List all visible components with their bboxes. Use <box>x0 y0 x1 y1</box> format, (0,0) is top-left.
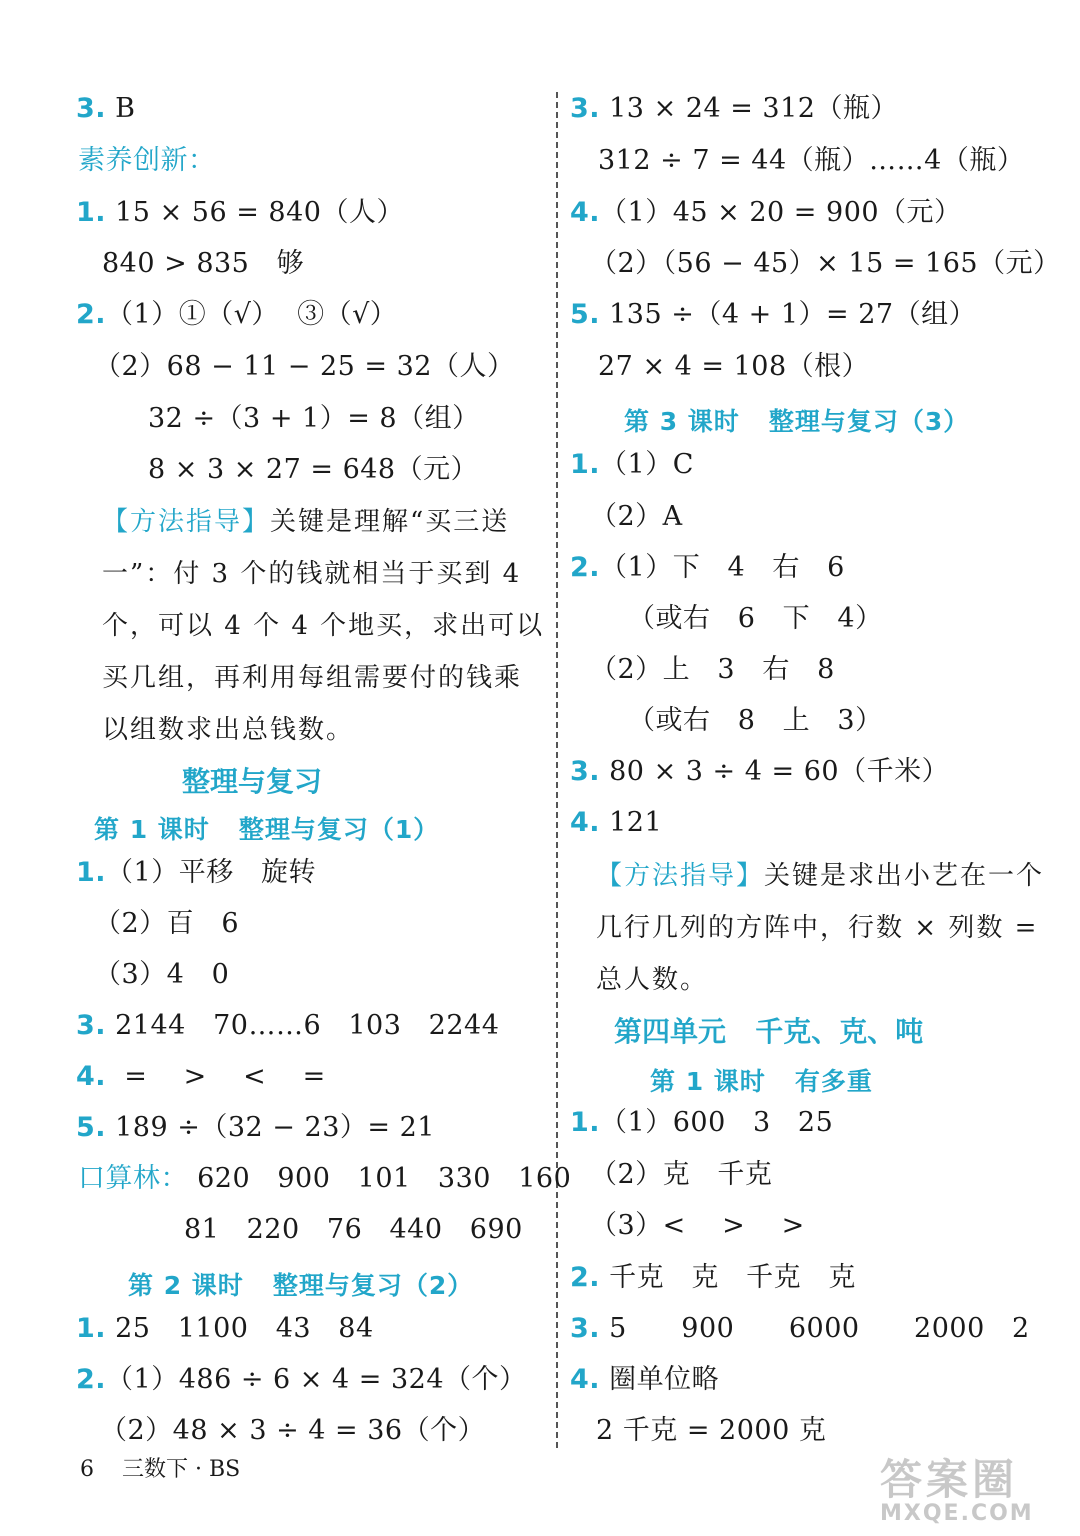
answer-line: 2.（1）下 4 右 6 <box>570 552 845 583</box>
answer-line: 1. 15 × 56 = 840（人） <box>76 197 404 228</box>
answer-line: （2）48 × 3 ÷ 4 = 36（个） <box>100 1415 486 1446</box>
answer-line: 1.（1）平移 旋转 <box>76 857 316 888</box>
watermark-logo: 答案圈 MXQE.COM <box>880 1455 1034 1526</box>
answer-line: 2.（1）①（√） ③（√） <box>76 299 398 330</box>
answer-line: （2）A <box>590 501 683 532</box>
answer-line: （2）百 6 <box>94 908 240 939</box>
answer-line: 4. 121 <box>570 807 663 838</box>
answer-line: （2）克 千克 <box>590 1159 773 1190</box>
answer-line: 2 千克 = 2000 克 <box>596 1415 827 1446</box>
answer-line: 3. 5 900 6000 2000 2 <box>570 1313 1030 1344</box>
answer-line: （或右 6 下 4） <box>628 603 883 634</box>
section-label-literacy: 素养创新： <box>78 145 216 176</box>
answer-line: 4. 圈单位略 <box>570 1364 720 1395</box>
mental-math-label: 口算林： <box>78 1163 188 1194</box>
lesson-title: 第 3 课时 整理与复习（3） <box>624 407 970 436</box>
answer-line: 1.（1）C <box>570 449 694 480</box>
method-guide-text: 关键是求出小艺在一个几行几列的方阵中，行数 × 列数 = 总人数。 <box>596 861 1045 995</box>
answer-line: （2）68 − 11 − 25 = 32（人） <box>94 351 515 382</box>
section-title: 整理与复习 <box>182 765 323 798</box>
answer-line: （3）< > > <box>590 1210 805 1241</box>
answer-line: 27 × 4 = 108（根） <box>598 351 870 382</box>
page-number: 6 <box>80 1457 94 1482</box>
answer-line: 2. 千克 克 千克 克 <box>570 1262 856 1293</box>
answer-line: 5. 189 ÷（32 − 23）= 21 <box>76 1112 435 1143</box>
answer-line: 2.（1）486 ÷ 6 × 4 = 324（个） <box>76 1364 527 1395</box>
answer-line: 840 > 835 够 <box>102 248 305 279</box>
answer-line: （或右 8 上 3） <box>628 705 883 736</box>
book-label: 三数下 · BS <box>121 1457 241 1482</box>
mental-math-line: 81 220 76 440 690 <box>184 1214 523 1245</box>
answer-line: 8 × 3 × 27 = 648（元） <box>148 454 479 485</box>
lesson-title: 第 1 课时 整理与复习（1） <box>94 815 440 844</box>
answer-line: 32 ÷（3 + 1）= 8（组） <box>148 403 480 434</box>
answer-line: 5. 135 ÷（4 + 1）= 27（组） <box>570 299 977 330</box>
answer-line: 3. B <box>76 93 136 124</box>
lesson-title: 第 2 课时 整理与复习（2） <box>128 1271 474 1300</box>
method-guide <box>102 496 548 756</box>
lesson-title: 第 1 课时 有多重 <box>650 1067 873 1096</box>
answer-line: 1. 25 1100 43 84 <box>76 1313 374 1344</box>
answer-line: 312 ÷ 7 = 44（瓶）……4（瓶） <box>598 145 1025 176</box>
method-guide <box>596 850 1046 1006</box>
method-guide-tag: 【方法指导】 <box>102 507 271 537</box>
answer-line: （3）4 0 <box>94 959 230 990</box>
column-divider <box>556 92 558 1448</box>
answer-line: （2）上 3 右 8 <box>590 654 835 685</box>
method-guide-text: 关键是理解“买三送一”：付 3 个的钱就相当于买到 4 个，可以 4 个 4 个地买，求出可以买几组，再利用每组需要付的钱乘以组数求出总钱数。 <box>102 507 545 745</box>
answer-line: 3. 2144 70……6 103 2244 <box>76 1010 500 1041</box>
answer-line: 4. = > < = <box>76 1061 326 1092</box>
answer-line: 3. 80 × 3 ÷ 4 = 60（千米） <box>570 756 950 787</box>
mental-math-line: 口算林： 620 900 101 330 160 <box>78 1163 572 1194</box>
answer-line: 1.（1）600 3 25 <box>570 1107 834 1138</box>
method-guide-tag: 【方法指导】 <box>596 861 765 891</box>
page-footer <box>80 1452 240 1483</box>
answer-line: 3. 13 × 24 = 312（瓶） <box>570 93 898 124</box>
unit-title: 第四单元 千克、克、吨 <box>614 1015 924 1048</box>
answer-line: （2）（56 − 45）× 15 = 165（元） <box>590 248 1061 279</box>
answer-line: 4.（1）45 × 20 = 900（元） <box>570 197 962 228</box>
